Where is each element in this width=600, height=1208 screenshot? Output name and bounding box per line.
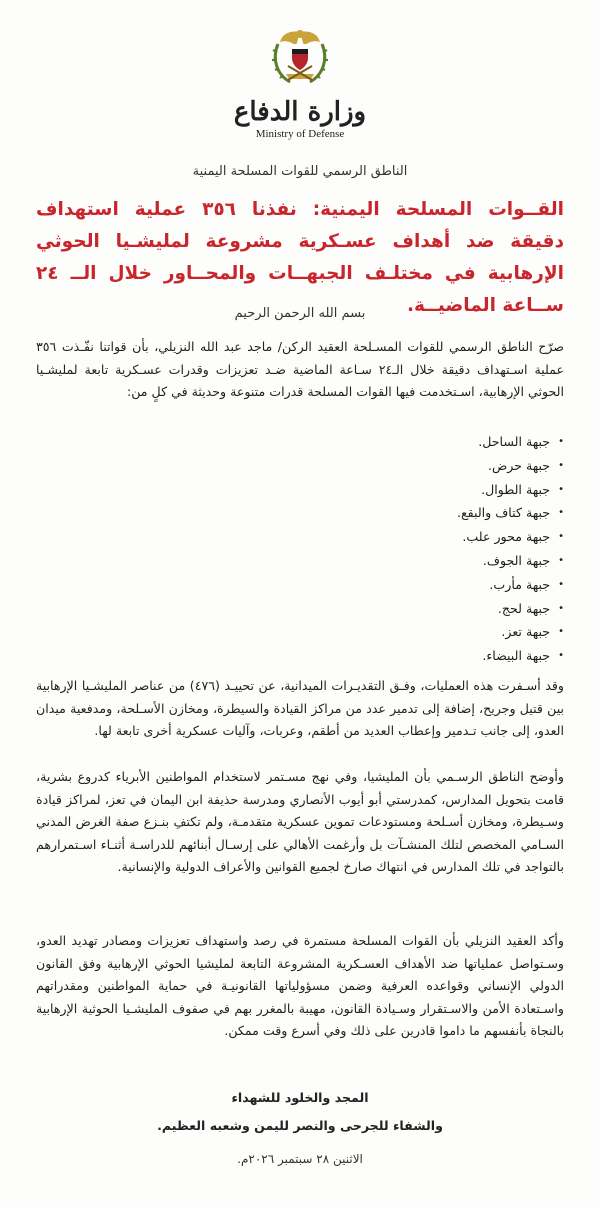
list-item: • جبهة الساحل. [36,430,564,454]
closing-line-victory: والشفاء للجرحى والنصر لليمن وشعبه العظيم. [157,1118,443,1133]
bullet-icon: • [558,554,564,566]
bullet-icon: • [558,578,564,590]
bullet-icon: • [558,507,564,519]
list-item: • جبهة حرض. [36,454,564,478]
headline: القــوات المسلحة اليمنية: نفذنا ٣٥٦ عملية استهداف دقيقة ضد أهداف عسـكرية مشروعة لمليشـيا الحوثي الإرهابية في مختلـف الجبهــات والمحــاور خلال الــ ٢٤ ســاعة الماضيــة. [36,199,564,316]
list-item: • جبهة لحج. [36,597,564,621]
list-item: • جبهة البيضاء. [36,644,564,668]
commitment-paragraph: وأكد العقيد النزيلي بأن القوات المسلحة مستمرة في رصد واستهداف تعزيزات ومصادر تهديد العدو، وسـتواصل عملياتها ضد الأهداف العسـكرية المشروعة التابعة لمليشيا الحوثي الإرهابية وفق القانون الدولي الإنساني وقواعده العرفية وضمن مسؤولياتها القانونيـة في حماية المواطنين ومقدراتهم واسـتعادة الأمن والاسـتقرار وسـيادة القانون، مهيبة بالمغرر بهم في صفوف المليشـيا الحوثية الإرهابية بالنجاة بأنفسهم ما داموا قادرين على ذلك وفي أسرع وقت ممكن. [36,933,564,1039]
schools-paragraph: وأوضح الناطق الرسـمي بأن المليشيا، وفي نهج مسـتمر لاستخدام المواطنين الأبرياء كدروع بشرية، قامت بتحويل المدارس، كمدرستي أبو أيوب الأنصاري ومدرسة حذيفة ابن اليمان في تعز، لمراكز قيادة وسـيطرة، ومخازن أسـلحة ومستودعات تموين عسكرية متقدمـة، ولم تكتفِ بنـزع صفة الغرض المدني السـامي المخصص لتلك المنشـآت بل وأرغمت الأهالي على إرسـال أبنائهم للدراسـة أثنـاء اسـتمرارهم بالتواجد في تلك المدارس في انتهاك صارخ لجميع القوانين والأعراف الدولية والإنسانية. [36,769,564,875]
list-item: • جبهة مأرب. [36,573,564,597]
bullet-icon: • [558,531,564,543]
statement-date: الاثنين ٢٨ سبتمبر ٢٠٢٦م. [237,1152,363,1166]
spokesman-line: الناطق الرسمي للقوات المسلحة اليمنية [192,164,408,179]
yemen-eagle-emblem-icon [268,22,332,88]
closing-line-martyrs: المجد والخلود للشهداء [231,1090,369,1105]
ministry-logo [0,22,600,140]
bullet-icon: • [558,650,564,662]
intro-paragraph: صرّح الناطق الرسمي للقوات المسـلحة العقيد الركن/ ماجد عبد الله النزيلي، بأن قواتنا نفّـذت ٣٥٦ عملية اسـتهداف دقيقة خلال الـ٢٤ سـاعة الماضية ضـد تعزيزات وقدرات عسـكرية تابعة لمليشـيا الحوثي الإرهابية، اسـتخدمت فيها القوات المسلحة قدرات متنوعة وحديثة في كلٍ من: [36,339,564,400]
list-item: • جبهة محور علب. [36,525,564,549]
ministry-name-arabic: وزارة الدفاع [233,97,367,127]
list-item: • جبهة تعز. [36,620,564,644]
results-paragraph: وقد أسـفرت هذه العمليات، وفـق التقديـرات الميدانية، عن تحييـد (٤٧٦) من عناصر المليشـيا الإرهابية بين قتيل وجريح، إضافة إلى تدمير عدد من مراكز القيادة والسيطرة، ومخازن الأسـلحة، ومدفعية ميدان العدو، إلى جانب تـدمير وإعطاب العديد من أطقم، وعربات، وآليات عسكرية أخرى تابعة لها. [36,678,564,739]
bullet-icon: • [558,626,564,638]
bullet-icon: • [558,602,564,614]
ministry-name-english: Ministry of Defense [255,128,345,140]
list-item: • جبهة الجوف. [36,549,564,573]
fronts-list [36,430,564,668]
list-item: • جبهة كتاف والبقع. [36,501,564,525]
bullet-icon: • [558,436,564,447]
basmala: بسم الله الرحمن الرحيم [234,306,366,321]
bullet-icon: • [558,483,564,495]
bullet-icon: • [558,459,564,471]
list-item: • جبهة الطوال. [36,478,564,502]
